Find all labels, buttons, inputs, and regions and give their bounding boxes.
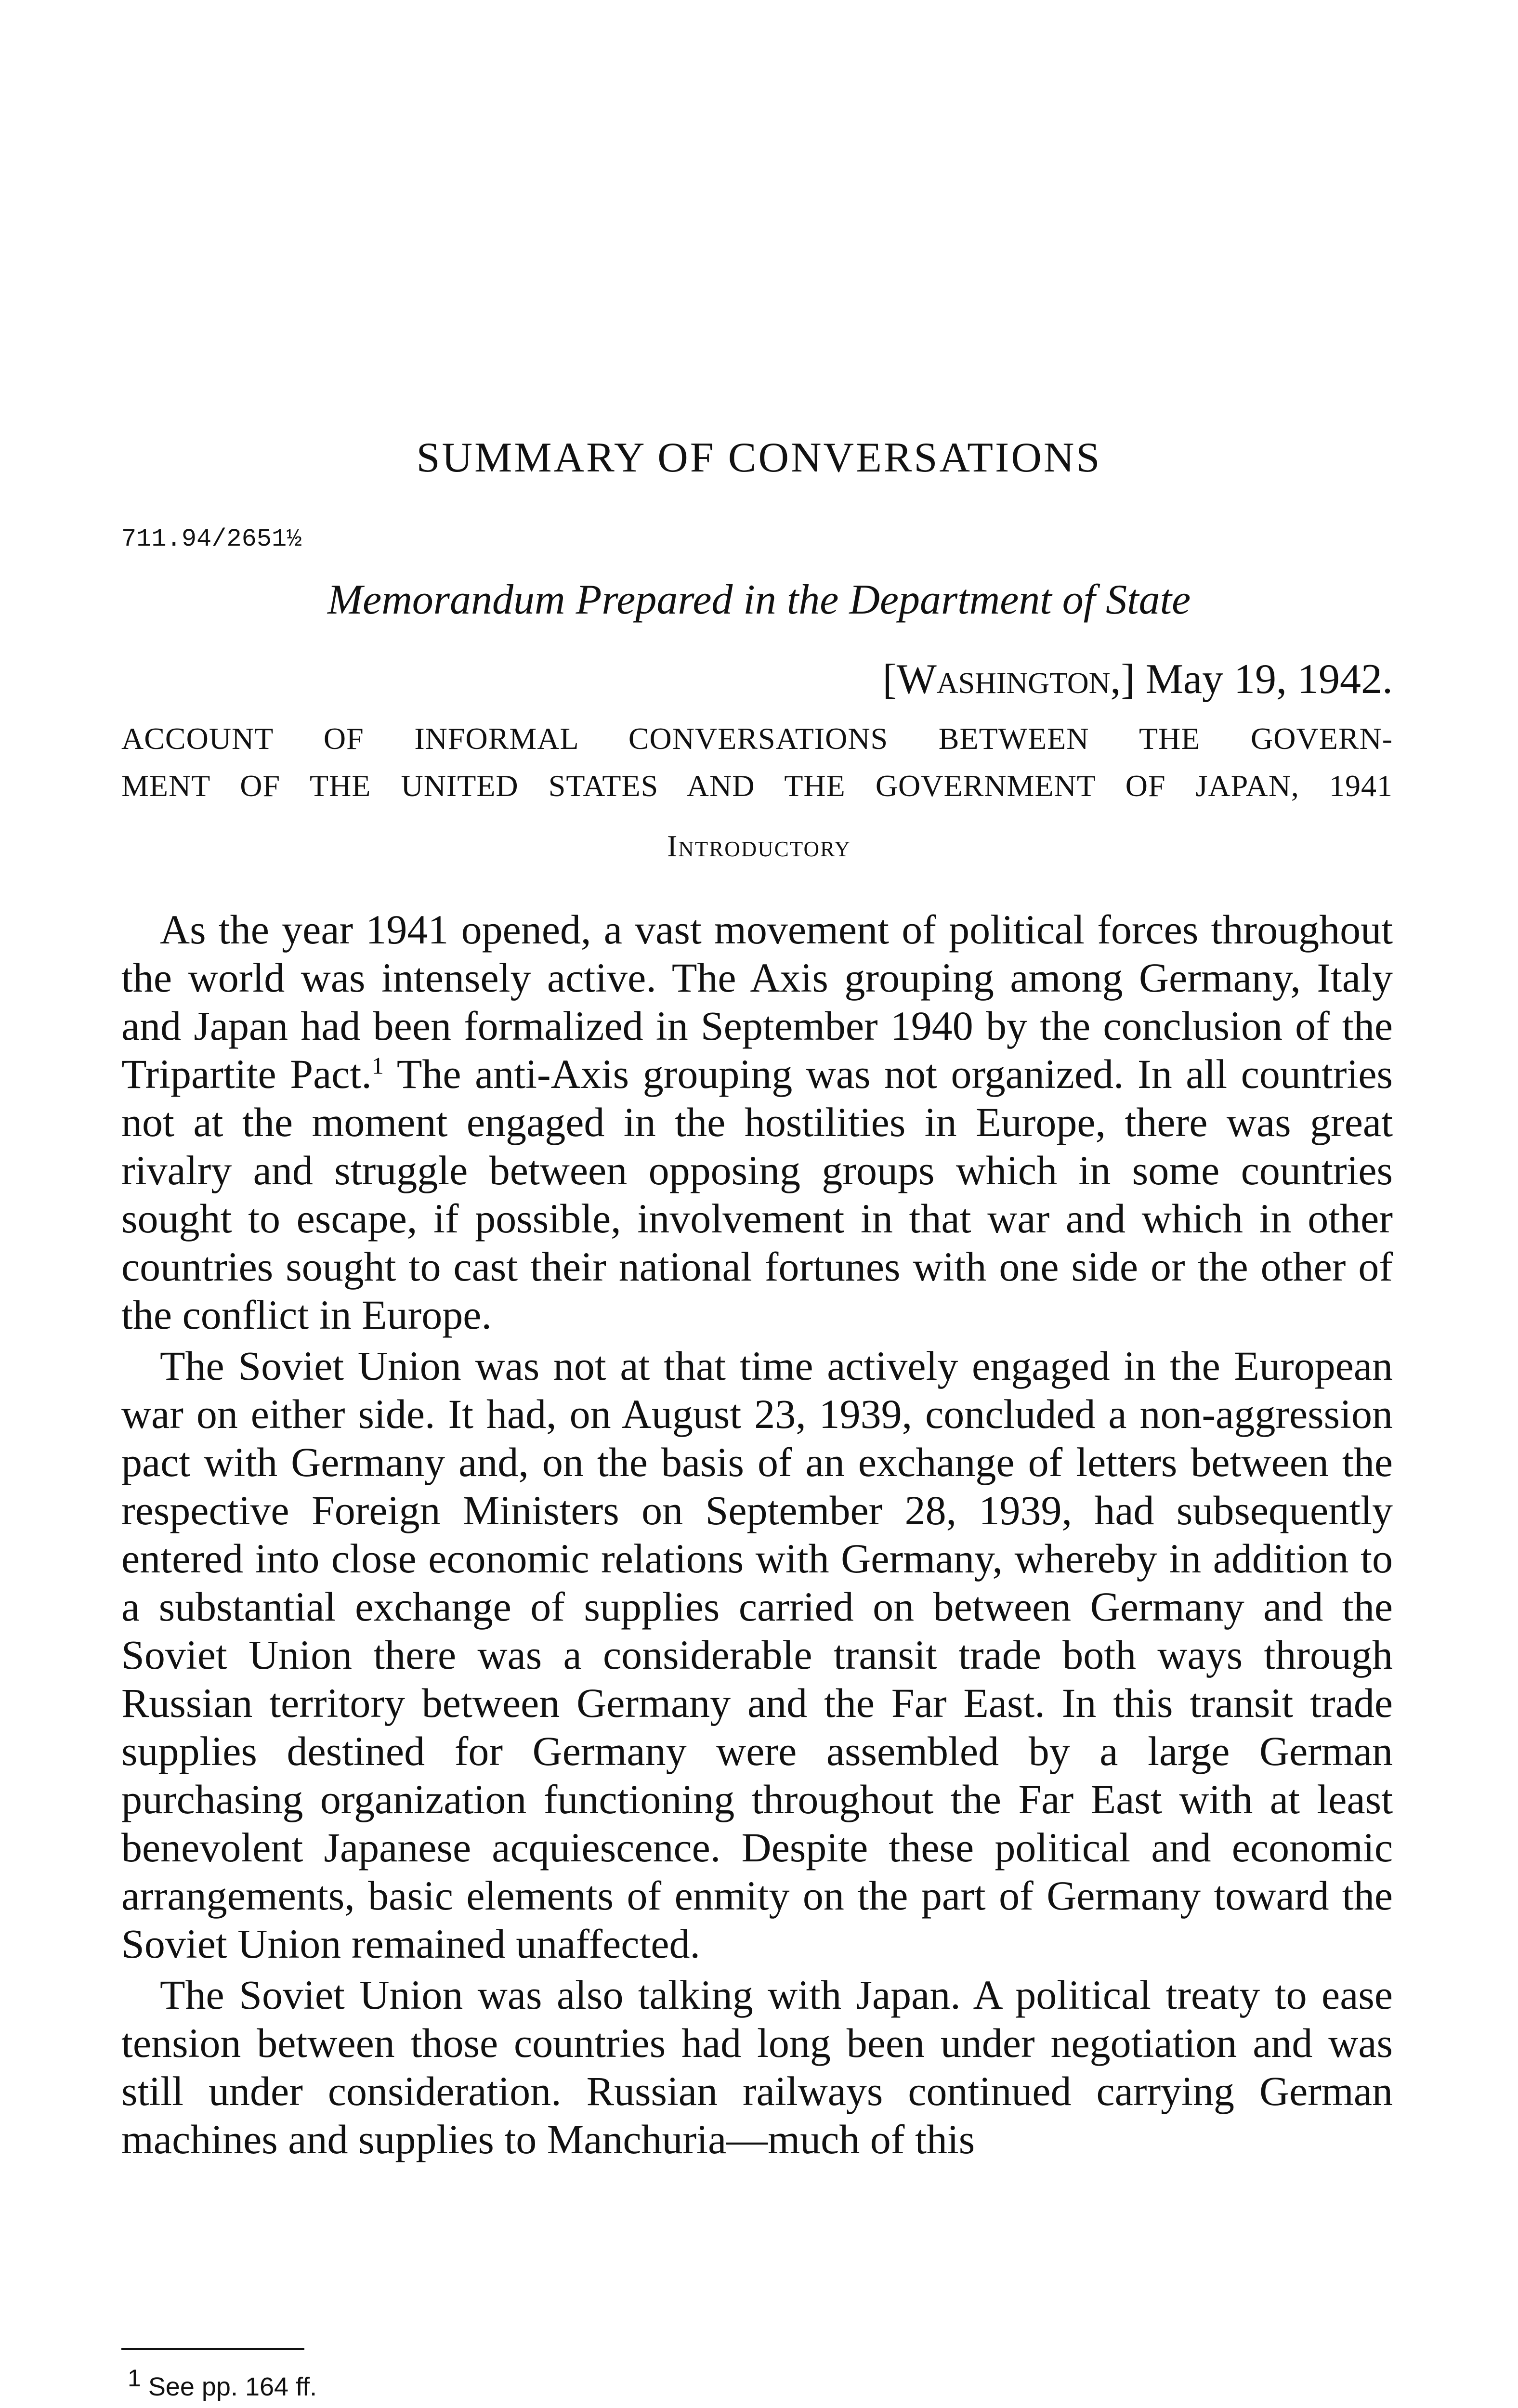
footnote-divider <box>121 2348 304 2350</box>
paragraph-2: The Soviet Union was not at that time actively engaged in the European war on either side. It had, on August 23, 1939, concluded a non-aggression pact with Germany and, on the basis of an exchange of letters between the respective Foreign Ministers on September 28, 1939, had subsequently entered into close economic relations with Germany, whereby in addition to a substantial exchange of supplies carried on between Germany and the Soviet Union there was a considerable transit trade both ways through Russian territory between Germany and the Far East. In this transit trade supplies destined for Germany were assembled by a large German purchasing organization functioning throughout the Far East with at least benevolent Japanese acquiescence. Despite these political and economic arrangements, basic elements of enmity on the part of Germany toward the Soviet Union remained unaffected. <box>121 1343 1393 1967</box>
footnote-text: See pp. 164 ff. <box>141 2372 317 2401</box>
page-title: SUMMARY OF CONVERSATIONS <box>416 434 1102 481</box>
paragraph-1-part-a: As the year 1941 opened, a vast movement of political forces throughout the world was intensely active. The Axis grouping among Germany, Italy and Japan had been formalized in September 1940 by the conclusion of the Tripartite Pact. <box>121 906 1393 1097</box>
footnote-marker: 1 <box>128 2365 141 2392</box>
memorandum-subtitle: Memorandum Prepared in the Department of State <box>327 576 1191 623</box>
account-heading-line-1: ACCOUNT OF INFORMAL CONVERSATIONS BETWEEN THE GOVERN- <box>121 721 1393 756</box>
section-heading: Introductory <box>667 829 851 863</box>
document-number: 711.94/2651½ <box>121 525 302 553</box>
footnote <box>128 2365 317 2402</box>
dateline-date: May 19, 1942. <box>1145 656 1393 703</box>
footnote-reference: 1 <box>371 1052 384 1079</box>
dateline <box>882 655 1393 704</box>
paragraph-1 <box>121 905 1393 1339</box>
paragraph-1-part-b: The anti-Axis grouping was not organized. In all countries not at the moment engaged in the hostilities in Europe, there was great rivalry and struggle between opposing groups which in some countries sought to escape, if possible, involvement in that war and which in other countries sought to cast their national fortunes with one side or the other of the conflict in Europe. <box>121 1051 1393 1338</box>
body-text <box>121 905 1393 2166</box>
paragraph-3: The Soviet Union was also talking with Japan. A political treaty to ease tension between those countries had long been under negotiation and was still under consideration. Russian railways continued carrying German machines and supplies to Manchuria—much of this <box>121 1972 1393 2162</box>
dateline-place: [Washington,] <box>882 656 1135 703</box>
account-heading-line-2: MENT OF THE UNITED STATES AND THE GOVERNMENT OF JAPAN, 1941 <box>121 769 1393 803</box>
account-heading <box>121 715 1393 810</box>
